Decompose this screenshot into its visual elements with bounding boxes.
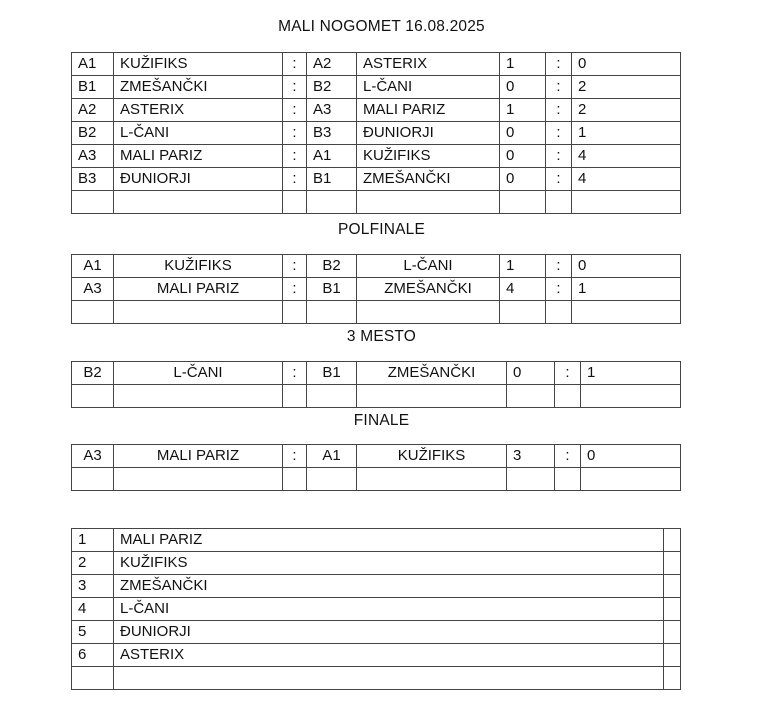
away-score: 0 xyxy=(572,255,681,278)
third-place-heading: 3 MESTO xyxy=(346,328,417,345)
away-team: KUŽIFIKS xyxy=(357,145,500,168)
away-score: 2 xyxy=(572,99,681,122)
table-row xyxy=(72,575,681,598)
home-score: 3 xyxy=(507,445,555,468)
empty-cell xyxy=(500,301,546,324)
table-row xyxy=(72,53,681,76)
empty-cell xyxy=(307,385,357,408)
empty-cell xyxy=(581,385,681,408)
away-team: ĐUNIORJI xyxy=(357,122,500,145)
empty-cell xyxy=(546,191,572,214)
home-score: 0 xyxy=(500,122,546,145)
score-separator: : xyxy=(555,362,581,385)
home-team: MALI PARIZ xyxy=(114,445,283,468)
away-code: A1 xyxy=(307,145,357,168)
home-code: B3 xyxy=(72,168,114,191)
away-code: B2 xyxy=(307,255,357,278)
semifinal-heading: POLFINALE xyxy=(337,221,426,238)
score-separator: : xyxy=(546,53,572,76)
table-row xyxy=(72,76,681,99)
rank: 2 xyxy=(72,552,114,575)
empty-row xyxy=(72,468,681,491)
table-row xyxy=(72,552,681,575)
home-code: A3 xyxy=(72,278,114,301)
empty-cell xyxy=(546,301,572,324)
score-separator: : xyxy=(555,445,581,468)
empty-cell xyxy=(357,301,500,324)
home-score: 1 xyxy=(500,53,546,76)
home-score: 0 xyxy=(500,76,546,99)
empty-cell xyxy=(357,468,507,491)
away-team: ZMEŠANČKI xyxy=(357,362,507,385)
rank: 4 xyxy=(72,598,114,621)
empty-cell xyxy=(72,667,114,690)
empty-cell xyxy=(555,385,581,408)
home-team: KUŽIFIKS xyxy=(114,255,283,278)
home-team: L-ČANI xyxy=(114,362,283,385)
away-score: 4 xyxy=(572,145,681,168)
away-code: B2 xyxy=(307,76,357,99)
away-team: ZMEŠANČKI xyxy=(357,278,500,301)
home-code: A1 xyxy=(72,53,114,76)
empty-cell xyxy=(664,529,681,552)
table-row xyxy=(72,278,681,301)
table-row xyxy=(72,168,681,191)
empty-cell xyxy=(72,468,114,491)
home-team: ASTERIX xyxy=(114,99,283,122)
away-code: A3 xyxy=(307,99,357,122)
rank: 6 xyxy=(72,644,114,667)
empty-cell xyxy=(114,301,283,324)
home-score: 0 xyxy=(500,145,546,168)
home-team: ZMEŠANČKI xyxy=(114,76,283,99)
table-row xyxy=(72,122,681,145)
home-team: ĐUNIORJI xyxy=(114,168,283,191)
away-code: B1 xyxy=(307,278,357,301)
home-team: KUŽIFIKS xyxy=(114,53,283,76)
score-separator: : xyxy=(546,76,572,99)
home-score: 0 xyxy=(507,362,555,385)
empty-cell xyxy=(307,191,357,214)
away-score: 1 xyxy=(581,362,681,385)
home-code: A3 xyxy=(72,445,114,468)
home-score: 1 xyxy=(500,255,546,278)
third-place-table xyxy=(71,361,681,408)
empty-cell xyxy=(664,621,681,644)
team-name: ĐUNIORJI xyxy=(114,621,664,644)
rank: 1 xyxy=(72,529,114,552)
final-heading: FINALE xyxy=(353,412,410,429)
score-separator: : xyxy=(546,99,572,122)
away-code: A2 xyxy=(307,53,357,76)
empty-cell xyxy=(507,385,555,408)
home-code: B1 xyxy=(72,76,114,99)
empty-cell xyxy=(507,468,555,491)
table-row xyxy=(72,598,681,621)
empty-cell xyxy=(283,191,307,214)
match-separator: : xyxy=(283,53,307,76)
empty-cell xyxy=(114,385,283,408)
home-code: A3 xyxy=(72,145,114,168)
team-name: L-ČANI xyxy=(114,598,664,621)
score-separator: : xyxy=(546,278,572,301)
empty-cell xyxy=(664,552,681,575)
away-score: 1 xyxy=(572,278,681,301)
empty-cell xyxy=(664,644,681,667)
empty-cell xyxy=(307,301,357,324)
table-row xyxy=(72,362,681,385)
table-row xyxy=(72,644,681,667)
away-team: MALI PARIZ xyxy=(357,99,500,122)
empty-cell xyxy=(114,667,664,690)
empty-cell xyxy=(500,191,546,214)
away-score: 0 xyxy=(572,53,681,76)
match-separator: : xyxy=(283,278,307,301)
match-separator: : xyxy=(283,99,307,122)
away-team: L-ČANI xyxy=(357,76,500,99)
home-team: MALI PARIZ xyxy=(114,145,283,168)
empty-cell xyxy=(72,191,114,214)
group-stage-table xyxy=(71,52,681,214)
away-code: B1 xyxy=(307,168,357,191)
empty-cell xyxy=(72,301,114,324)
home-code: B2 xyxy=(72,362,114,385)
team-name: ZMEŠANČKI xyxy=(114,575,664,598)
home-team: L-ČANI xyxy=(114,122,283,145)
empty-cell xyxy=(307,468,357,491)
away-team: ZMEŠANČKI xyxy=(357,168,500,191)
empty-cell xyxy=(664,667,681,690)
table-row xyxy=(72,621,681,644)
away-team: KUŽIFIKS xyxy=(357,445,507,468)
away-code: A1 xyxy=(307,445,357,468)
empty-cell xyxy=(283,301,307,324)
away-team: ASTERIX xyxy=(357,53,500,76)
empty-cell xyxy=(114,468,283,491)
score-separator: : xyxy=(546,168,572,191)
home-score: 1 xyxy=(500,99,546,122)
final-table xyxy=(71,444,681,491)
away-team: L-ČANI xyxy=(357,255,500,278)
match-separator: : xyxy=(283,445,307,468)
home-code: A2 xyxy=(72,99,114,122)
home-code: A1 xyxy=(72,255,114,278)
home-team: MALI PARIZ xyxy=(114,278,283,301)
empty-cell xyxy=(72,385,114,408)
team-name: ASTERIX xyxy=(114,644,664,667)
home-code: B2 xyxy=(72,122,114,145)
score-separator: : xyxy=(546,122,572,145)
table-row xyxy=(72,445,681,468)
empty-cell xyxy=(357,191,500,214)
empty-cell xyxy=(555,468,581,491)
away-score: 4 xyxy=(572,168,681,191)
page-title: MALI NOGOMET 16.08.2025 xyxy=(278,18,485,35)
table-row xyxy=(72,99,681,122)
away-score: 2 xyxy=(572,76,681,99)
rank: 3 xyxy=(72,575,114,598)
standings-table xyxy=(71,528,681,690)
empty-cell xyxy=(283,468,307,491)
score-separator: : xyxy=(546,145,572,168)
empty-cell xyxy=(114,191,283,214)
away-code: B3 xyxy=(307,122,357,145)
table-row xyxy=(72,255,681,278)
table-row xyxy=(72,529,681,552)
home-score: 0 xyxy=(500,168,546,191)
empty-cell xyxy=(572,301,681,324)
match-separator: : xyxy=(283,168,307,191)
score-separator: : xyxy=(546,255,572,278)
home-score: 4 xyxy=(500,278,546,301)
match-separator: : xyxy=(283,362,307,385)
empty-cell xyxy=(572,191,681,214)
empty-cell xyxy=(664,575,681,598)
match-separator: : xyxy=(283,76,307,99)
match-separator: : xyxy=(283,255,307,278)
empty-cell xyxy=(283,385,307,408)
match-separator: : xyxy=(283,122,307,145)
team-name: KUŽIFIKS xyxy=(114,552,664,575)
away-score: 0 xyxy=(581,445,681,468)
team-name: MALI PARIZ xyxy=(114,529,664,552)
empty-cell xyxy=(664,598,681,621)
away-code: B1 xyxy=(307,362,357,385)
empty-cell xyxy=(357,385,507,408)
empty-row xyxy=(72,301,681,324)
rank: 5 xyxy=(72,621,114,644)
empty-row xyxy=(72,385,681,408)
empty-row xyxy=(72,191,681,214)
semifinal-table xyxy=(71,254,681,324)
empty-row xyxy=(72,667,681,690)
away-score: 1 xyxy=(572,122,681,145)
empty-cell xyxy=(581,468,681,491)
table-row xyxy=(72,145,681,168)
match-separator: : xyxy=(283,145,307,168)
